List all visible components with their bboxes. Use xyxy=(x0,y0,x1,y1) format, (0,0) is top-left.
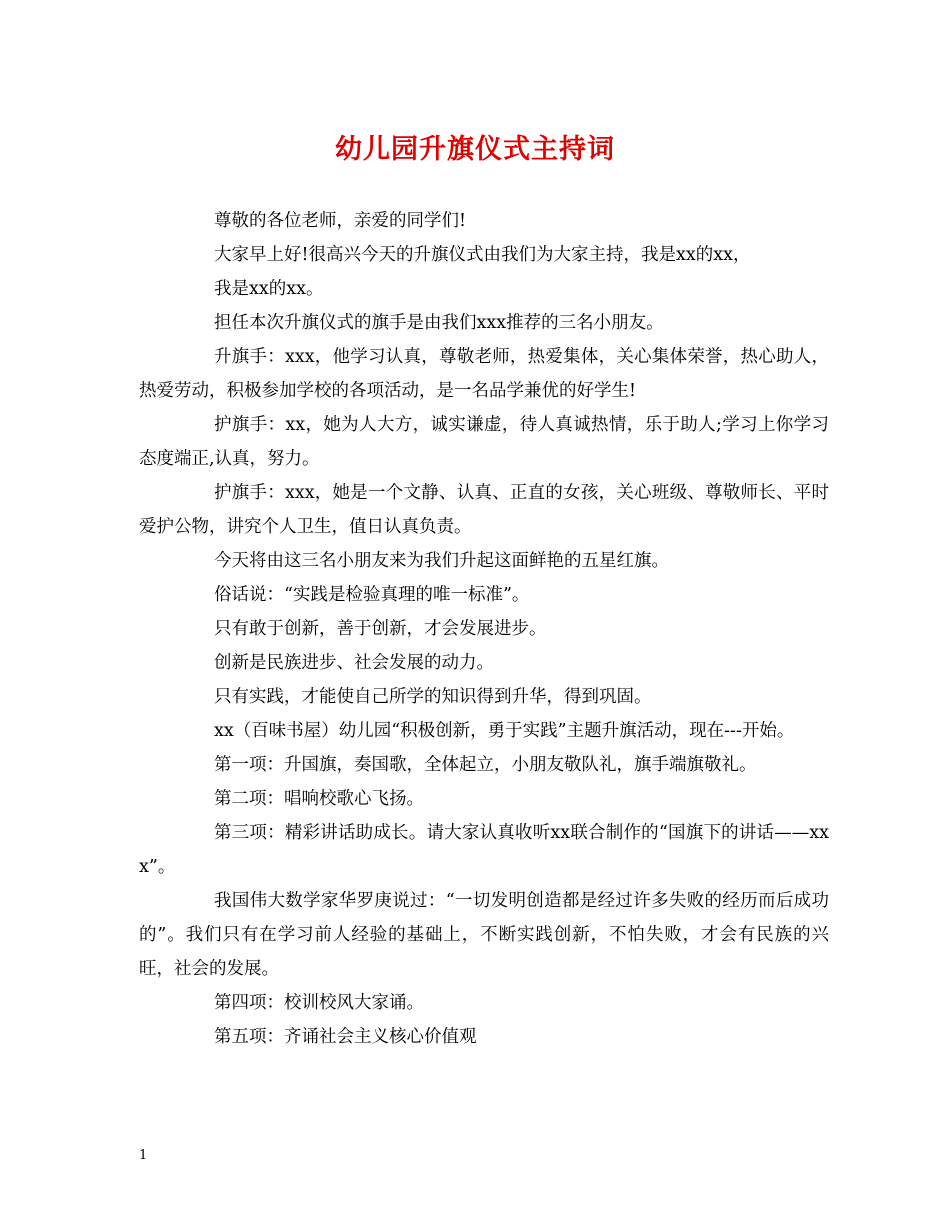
paragraph: 俗话说：“实践是检验真理的唯一标准”。 xyxy=(214,585,530,605)
paragraph: 我是xx的xx。 xyxy=(214,279,324,299)
paragraph: 我国伟大数学家华罗庚说过：“一切发明创造都是经过许多失败的经历而后成功的”。我们只有在学习前人经验的基础上，不断实践创新，不怕失败，才会有民族的兴旺，社会的发展。 xyxy=(139,891,829,979)
paragraph: xx（百味书屋）幼儿园“积极创新，勇于实践”主题升旗活动，现在---开始。 xyxy=(214,721,795,741)
paragraph: 第四项：校训校风大家诵。 xyxy=(214,993,424,1013)
paragraph: 只有敢于创新，善于创新，才会发展进步。 xyxy=(214,619,547,639)
paragraph: 第二项：唱响校歌心飞扬。 xyxy=(214,789,424,809)
paragraph: 担任本次升旗仪式的旗手是由我们xxx推荐的三名小朋友。 xyxy=(214,313,664,333)
document-body xyxy=(139,204,829,1054)
paragraph: 护旗手：xxx，她是一个文静、认真、正直的女孩，关心班级、尊敬师长、平时爱护公物，讲究个人卫生，值日认真负责。 xyxy=(139,483,829,537)
paragraph: 创新是民族进步、社会发展的动力。 xyxy=(214,653,494,673)
paragraph: 尊敬的各位老师，亲爱的同学们! xyxy=(214,211,467,231)
document-title: 幼儿园升旗仪式主持词 xyxy=(335,134,615,165)
paragraph: 今天将由这三名小朋友来为我们升起这面鲜艳的五星红旗。 xyxy=(214,551,669,571)
paragraph: 第一项：升国旗，奏国歌，全体起立，小朋友敬队礼，旗手端旗敬礼。 xyxy=(214,755,757,775)
page-number: 1 xyxy=(139,1148,148,1163)
paragraph: 大家早上好!很高兴今天的升旗仪式由我们为大家主持，我是xx的xx， xyxy=(214,245,751,265)
paragraph: 第三项：精彩讲话助成长。请大家认真收听xx联合制作的“国旗下的讲话——xxx”。 xyxy=(139,823,829,877)
paragraph: 第五项：齐诵社会主义核心价值观 xyxy=(214,1027,477,1047)
paragraph: 只有实践，才能使自己所学的知识得到升华，得到巩固。 xyxy=(214,687,652,707)
paragraph: 护旗手：xx，她为人大方，诚实谦虚，待人真诚热情，乐于助人;学习上你学习态度端正,认真，努力。 xyxy=(139,415,829,469)
paragraph: 升旗手：xxx，他学习认真，尊敬老师，热爱集体，关心集体荣誉，热心助人，热爱劳动，积极参加学校的各项活动，是一名品学兼优的好学生! xyxy=(139,347,829,401)
